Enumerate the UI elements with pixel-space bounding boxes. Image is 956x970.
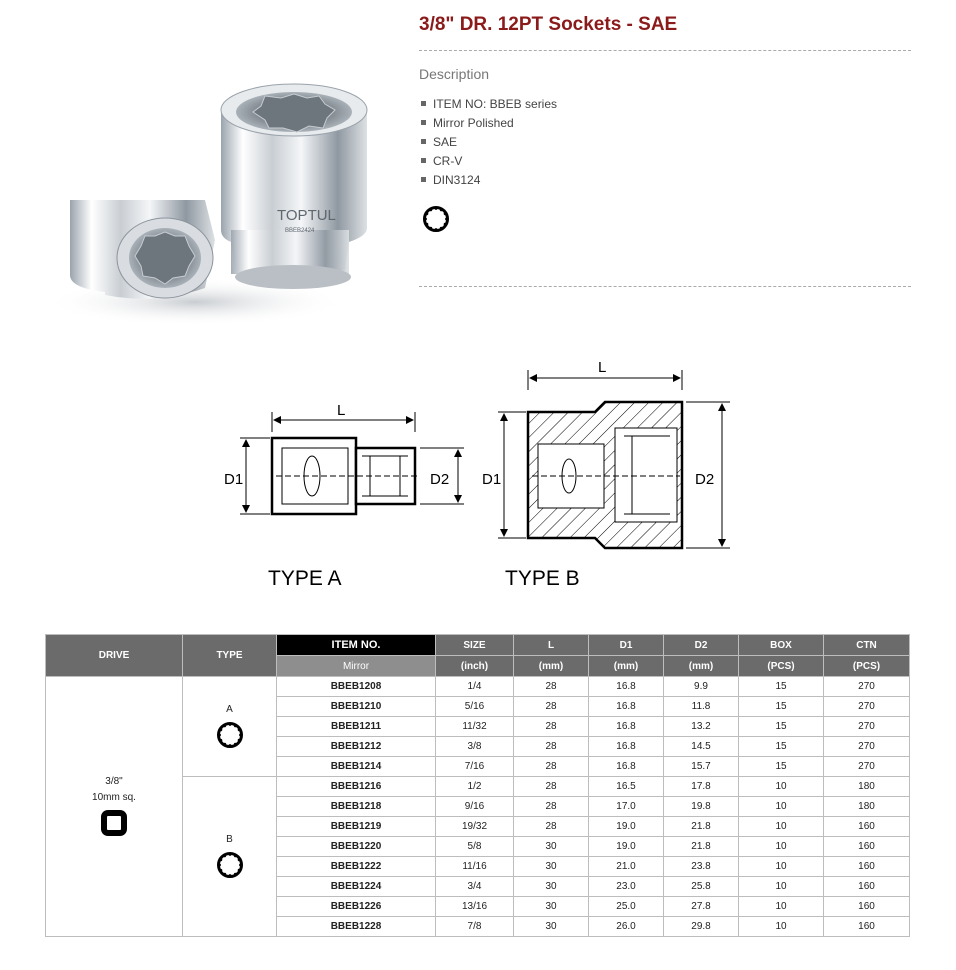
item-no-cell: BBEB1220: [277, 837, 436, 857]
ctn-cell: 270: [824, 717, 910, 737]
ctn-cell: 180: [824, 797, 910, 817]
header-ctn-unit: (PCS): [824, 656, 910, 677]
drive-size: 3/8": [105, 775, 123, 787]
header-d1: D1: [589, 635, 664, 656]
bullet-icon: [421, 101, 426, 106]
twelve-point-icon: [421, 204, 451, 234]
d1-cell: 21.0: [589, 857, 664, 877]
d2-cell: 19.8: [664, 797, 739, 817]
type-a-text: A: [226, 703, 233, 715]
item-no-cell: BBEB1218: [277, 797, 436, 817]
d2-cell: 23.8: [664, 857, 739, 877]
twelve-point-icon: [215, 720, 245, 750]
box-cell: 10: [739, 857, 824, 877]
drive-cell: [46, 677, 183, 937]
item-no-cell: BBEB1210: [277, 697, 436, 717]
box-cell: 10: [739, 917, 824, 937]
photo-code-text: BBEB2424: [285, 228, 315, 234]
box-cell: 10: [739, 897, 824, 917]
bullet-icon: [421, 120, 426, 125]
ctn-cell: 160: [824, 857, 910, 877]
title-divider: [419, 50, 911, 51]
item-no-cell: BBEB1211: [277, 717, 436, 737]
box-cell: 10: [739, 877, 824, 897]
header-d2-unit: (mm): [664, 656, 739, 677]
header-size: SIZE: [436, 635, 514, 656]
table-row: [46, 677, 910, 697]
d2-cell: 21.8: [664, 817, 739, 837]
l-cell: 30: [514, 917, 589, 937]
size-cell: 3/8: [436, 737, 514, 757]
ctn-cell: 160: [824, 877, 910, 897]
d1-cell: 16.8: [589, 677, 664, 697]
d1-cell: 16.8: [589, 697, 664, 717]
ctn-cell: 270: [824, 737, 910, 757]
size-cell: 3/4: [436, 877, 514, 897]
item-no-cell: BBEB1224: [277, 877, 436, 897]
type-b-dim-d2: D2: [695, 471, 715, 488]
d2-cell: 14.5: [664, 737, 739, 757]
box-cell: 15: [739, 757, 824, 777]
header-l: L: [514, 635, 589, 656]
size-cell: 9/16: [436, 797, 514, 817]
d1-cell: 19.0: [589, 837, 664, 857]
feature-item: [421, 113, 557, 132]
box-cell: 15: [739, 677, 824, 697]
l-cell: 28: [514, 677, 589, 697]
size-cell: 7/16: [436, 757, 514, 777]
ctn-cell: 270: [824, 697, 910, 717]
d1-cell: 16.8: [589, 757, 664, 777]
dimension-diagram: [220, 350, 760, 600]
box-cell: 15: [739, 717, 824, 737]
size-cell: 19/32: [436, 817, 514, 837]
type-a-dim-d1: D1: [224, 471, 244, 488]
type-a-cell: [183, 677, 277, 777]
ctn-cell: 160: [824, 917, 910, 937]
square-drive-icon: [99, 808, 129, 838]
size-cell: 11/16: [436, 857, 514, 877]
type-b-cell: [183, 777, 277, 937]
d1-cell: 25.0: [589, 897, 664, 917]
bullet-icon: [421, 158, 426, 163]
photo-brand-text: TOPTUL: [277, 207, 336, 224]
type-b-label: TYPE B: [505, 567, 580, 590]
box-cell: 15: [739, 697, 824, 717]
l-cell: 28: [514, 737, 589, 757]
header-d2: D2: [664, 635, 739, 656]
d1-cell: 26.0: [589, 917, 664, 937]
d1-cell: 16.8: [589, 737, 664, 757]
l-cell: 28: [514, 797, 589, 817]
type-b-drawing: [482, 359, 730, 548]
feature-text: SAE: [433, 134, 458, 149]
bullet-icon: [421, 177, 426, 182]
ctn-cell: 160: [824, 897, 910, 917]
item-no-cell: BBEB1228: [277, 917, 436, 937]
d2-cell: 25.8: [664, 877, 739, 897]
header-d1-unit: (mm): [589, 656, 664, 677]
l-cell: 30: [514, 857, 589, 877]
feature-item: [421, 94, 557, 113]
size-cell: 1/4: [436, 677, 514, 697]
header-size-unit: (inch): [436, 656, 514, 677]
feature-text: ITEM NO: BBEB series: [433, 96, 558, 111]
header-l-unit: (mm): [514, 656, 589, 677]
size-cell: 5/16: [436, 697, 514, 717]
type-b-dim-d1: D1: [482, 471, 502, 488]
l-cell: 28: [514, 697, 589, 717]
feature-text: Mirror Polished: [433, 115, 514, 130]
product-photo: [45, 80, 375, 330]
product-title: 3/8" DR. 12PT Sockets - SAE: [419, 14, 678, 35]
ctn-cell: 270: [824, 757, 910, 777]
d2-cell: 9.9: [664, 677, 739, 697]
size-cell: 13/16: [436, 897, 514, 917]
feature-list: [421, 94, 557, 189]
d2-cell: 27.8: [664, 897, 739, 917]
l-cell: 28: [514, 777, 589, 797]
ctn-cell: 160: [824, 837, 910, 857]
l-cell: 28: [514, 757, 589, 777]
box-cell: 10: [739, 777, 824, 797]
type-b-text: B: [226, 833, 233, 845]
twelve-point-icon: [215, 850, 245, 880]
box-cell: 10: [739, 837, 824, 857]
feature-text: CR-V: [433, 153, 463, 168]
item-no-cell: BBEB1216: [277, 777, 436, 797]
item-no-cell: BBEB1208: [277, 677, 436, 697]
type-a-dim-l: L: [337, 402, 346, 419]
header-ctn: CTN: [824, 635, 910, 656]
d2-cell: 11.8: [664, 697, 739, 717]
type-a-label: TYPE A: [268, 567, 342, 590]
box-cell: 10: [739, 817, 824, 837]
item-no-cell: BBEB1219: [277, 817, 436, 837]
d1-cell: 19.0: [589, 817, 664, 837]
d1-cell: 16.8: [589, 717, 664, 737]
d2-cell: 13.2: [664, 717, 739, 737]
size-cell: 1/2: [436, 777, 514, 797]
item-no-cell: BBEB1222: [277, 857, 436, 877]
ctn-cell: 160: [824, 817, 910, 837]
ctn-cell: 270: [824, 677, 910, 697]
header-type: TYPE: [183, 635, 277, 677]
d2-cell: 15.7: [664, 757, 739, 777]
type-a-dim-d2: D2: [430, 471, 450, 488]
d2-cell: 17.8: [664, 777, 739, 797]
feature-item: [421, 132, 557, 151]
box-cell: 10: [739, 797, 824, 817]
d1-cell: 17.0: [589, 797, 664, 817]
feature-text: DIN3124: [433, 172, 481, 187]
size-cell: 5/8: [436, 837, 514, 857]
header-box-unit: (PCS): [739, 656, 824, 677]
l-cell: 28: [514, 817, 589, 837]
d1-cell: 23.0: [589, 877, 664, 897]
box-cell: 15: [739, 737, 824, 757]
description-divider: [419, 286, 911, 287]
header-drive: DRIVE: [46, 635, 183, 677]
d1-cell: 16.5: [589, 777, 664, 797]
l-cell: 30: [514, 877, 589, 897]
bullet-icon: [421, 139, 426, 144]
spec-table: [45, 634, 910, 937]
l-cell: 30: [514, 837, 589, 857]
item-no-cell: BBEB1214: [277, 757, 436, 777]
drive-sq: 10mm sq.: [92, 791, 136, 803]
header-box: BOX: [739, 635, 824, 656]
type-b-dim-l: L: [598, 359, 607, 376]
size-cell: 7/8: [436, 917, 514, 937]
header-mirror: Mirror: [277, 656, 436, 677]
description-label: Description: [419, 66, 490, 82]
spec-table-body: [46, 677, 910, 937]
ctn-cell: 180: [824, 777, 910, 797]
feature-item: [421, 151, 557, 170]
item-no-cell: BBEB1226: [277, 897, 436, 917]
d2-cell: 29.8: [664, 917, 739, 937]
header-item-no: ITEM NO.: [277, 635, 436, 656]
feature-item: [421, 170, 557, 189]
l-cell: 28: [514, 717, 589, 737]
item-no-cell: BBEB1212: [277, 737, 436, 757]
size-cell: 11/32: [436, 717, 514, 737]
type-a-drawing: [224, 402, 464, 514]
d2-cell: 21.8: [664, 837, 739, 857]
l-cell: 30: [514, 897, 589, 917]
